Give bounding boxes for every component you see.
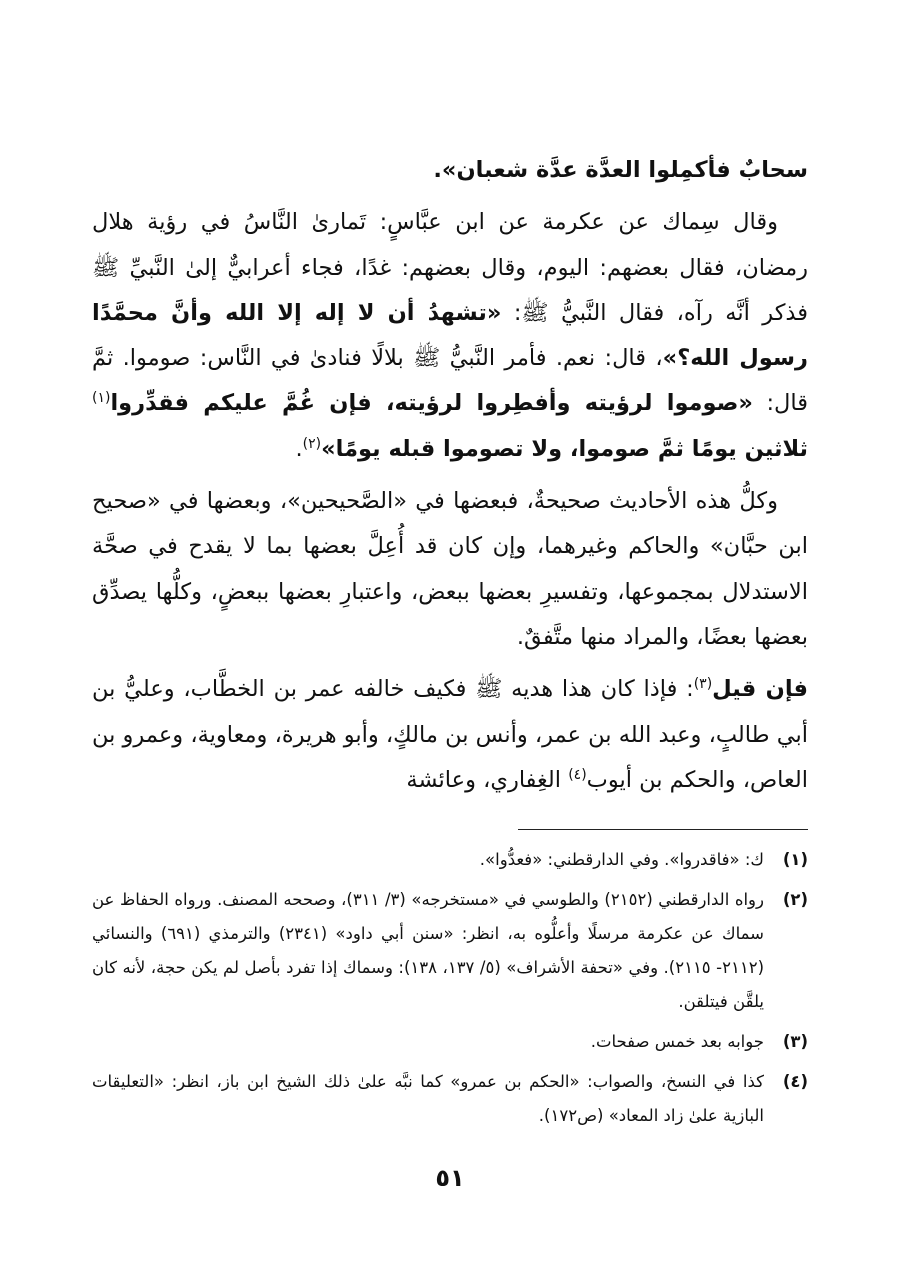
narration-text: ، قال: نعم. فأمر النَّبيُّ ﷺ بلالًا فنادىٰ في النَّاس: صوموا. ثمَّ قال:	[92, 345, 808, 417]
footnote-ref-1[interactable]: (١)	[92, 390, 111, 407]
commentary-text: : فإذا كان هذا هديه ﷺ فكيف خالفه عمر بن الخطَّاب، وعليُّ بن أبي طالبٍ، وعبد الله بن عمر، وأنس بن مالكٍ، وأبو هريرة، ومعاوية، وعمرو بن العاص، والحكم بن أيوب	[92, 676, 808, 793]
page-number: ٥١	[435, 1164, 465, 1192]
footnote-1	[92, 843, 808, 877]
footnote-2	[92, 883, 808, 1019]
footnote-ref-4[interactable]: (٤)	[568, 766, 587, 783]
commentary-text: وكلُّ هذه الأحاديث صحيحةٌ، فبعضها في «الصَّحيحين»، وبعضها في «صحيح ابن حبَّان» والحاكم وغيرهما، وإن كان قد أُعِلَّ بعضها بما لا يقدح في صحَّة الاستدلال بمجموعها، وتفسيرِ بعضها ببعض، واعتبارِ بعضها ببعضٍ، وكلُّها يصدِّق بعضها بعضًا، والمراد منها متَّفقٌ.	[92, 488, 808, 650]
footnote-number: (١)	[782, 850, 808, 869]
hadith-text: «صوموا لرؤيته وأفطِروا لرؤيته، فإن غُمَّ عليكم فقدِّروا	[110, 390, 753, 417]
narration-text: وقال سِماك عن عكرمة عن ابن عبَّاسٍ: تَمارىٰ النَّاسُ في رؤية هلال رمضان، فقال بعضهم: اليوم، وقال بعضهم: غدًا، فجاء أعرابيٌّ إلىٰ النَّبيِّ ﷺ فذكر أنَّه رآه، فقال النَّبيُّ ﷺ:	[92, 209, 808, 326]
objection-lead: فإن قيل	[712, 676, 809, 703]
paragraph-1	[92, 148, 808, 193]
footnote-3	[92, 1025, 808, 1059]
main-text	[92, 148, 808, 810]
footnote-text: جوابه بعد خمس صفحات.	[590, 1032, 764, 1051]
hadith-text: «تشهدُ أن لا إله إلا الله وأنَّ محمَّدًا رسول الله؟»	[92, 299, 808, 372]
footnote-number: (٢)	[782, 890, 808, 909]
footnote-text: ك: «فاقدروا». وفي الدارقطني: «فعدُّوا».	[479, 850, 764, 869]
footnote-text: كذا في النسخ، والصواب: «الحكم بن عمرو» كما نبَّه علىٰ ذلك الشيخ ابن باز، انظر: «التعليقات البازية علىٰ زاد المعاد» (ص١٧٢).	[92, 1072, 764, 1125]
paragraph-2	[92, 200, 808, 472]
footnote-separator	[518, 829, 808, 830]
paragraph-4	[92, 667, 808, 803]
footnote-number: (٤)	[782, 1072, 808, 1091]
hadith-text: سحابٌ فأكمِلوا العدَّة عدَّة شعبان».	[433, 157, 808, 183]
commentary-text: الغِفاري، وعائشة	[406, 766, 562, 793]
footnote-4	[92, 1065, 808, 1133]
footnote-number: (٣)	[782, 1032, 808, 1051]
footnote-ref-2[interactable]: (٢)	[302, 435, 322, 452]
paragraph-3	[92, 479, 808, 660]
punctuation: .	[295, 435, 303, 462]
footnote-ref-3[interactable]: (٣)	[693, 676, 713, 693]
hadith-text: ثلاثين يومًا ثمَّ صوموا، ولا تصوموا قبله يومًا»	[321, 435, 808, 462]
footnote-text: رواه الدارقطني (٢١٥٢) والطوسي في «مستخرجه» (٣/ ٣١١)، وصححه المصنف. ورواه الحفاظ عن سماك عن عكرمة مرسلًا وأعلُّوه به، انظر: «سنن أبي داود» (٢٣٤١) والترمذي (٦٩١) والنسائي (٢١١٢- ٢١١٥). وفي «تحفة الأشراف» (٥/ ١٣٧، ١٣٨): وسماك إذا تفرد بأصل لم يكن حجة، لأنه كان يلقَّن فيتلقن.	[92, 890, 764, 1011]
footnotes	[92, 843, 808, 1139]
